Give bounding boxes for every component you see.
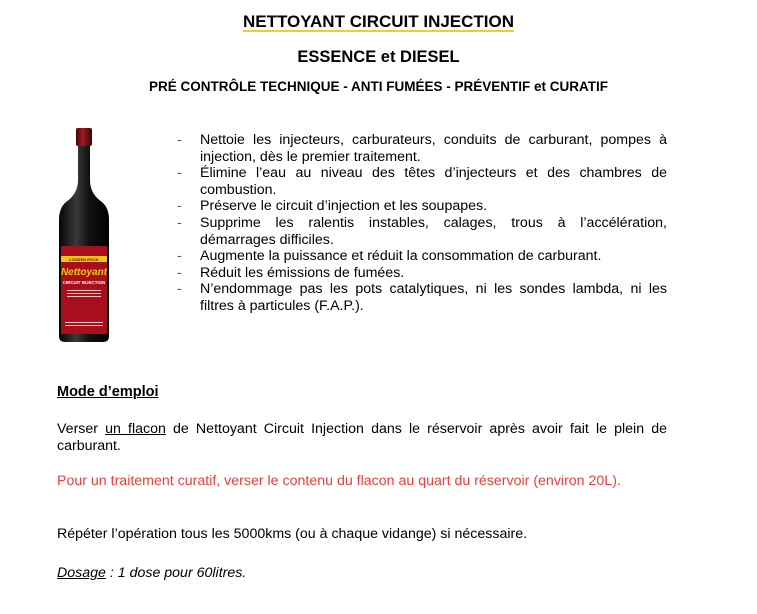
dosage-label: Dosage xyxy=(57,565,106,581)
benefit-item: - Préserve le circuit d’injection et les soupapes. xyxy=(177,198,667,215)
product-bottle-image xyxy=(57,128,111,344)
label-text-line-3 xyxy=(67,296,101,297)
one-bottle-term: un flacon xyxy=(105,421,166,437)
dosage-line xyxy=(57,565,246,581)
usage-text-start: Verser xyxy=(57,421,106,437)
label-text-line-4 xyxy=(65,322,103,323)
benefit-item: - Supprime les ralentis instables, calages, trous à l’accélération, démarrages difficiles. xyxy=(177,215,667,248)
benefit-item: - Élimine l’eau au niveau des têtes d’injecteurs et des chambres de combustion. xyxy=(177,165,667,198)
page-subtitle: ESSENCE et DIESEL xyxy=(297,48,460,66)
bottle-line: CIRCUIT INJECTION xyxy=(62,280,106,285)
usage-paragraph-1 xyxy=(57,421,667,455)
page-title xyxy=(0,12,757,32)
benefit-item: - Augmente la puissance et réduit la consommation de carburant. xyxy=(177,248,667,265)
curative-note: Pour un traitement curatif, verser le contenu du flacon au quart du réservoir (environ 20L). xyxy=(57,473,621,489)
label-text-line-2 xyxy=(67,293,101,294)
label-text-line-5 xyxy=(65,325,103,326)
repeat-note: Répéter l’opération tous les 5000kms (ou à chaque vidange) si nécessaire. xyxy=(57,526,528,542)
page-tagline: PRÉ CONTRÔLE TECHNIQUE - ANTI FUMÉES - PRÉVENTIF et CURATIF xyxy=(148,79,608,94)
usage-text-end: de Nettoyant Circuit Injection dans le réservoir après avoir fait le plein de carburant. xyxy=(57,421,667,454)
benefit-item: - Réduit les émissions de fumées. xyxy=(177,265,667,282)
bottle-brand: LOUDEN ROCK xyxy=(69,257,99,262)
benefit-item: - N’endommage pas les pots catalytiques, ni les sondes lambda, ni les filtres à particules (F.A.P.). xyxy=(177,281,667,314)
benefit-item: - Nettoie les injecteurs, carburateurs, conduits de carburant, pompes à injection, dès le premier traitement. xyxy=(177,132,667,165)
bottle-cap xyxy=(76,128,92,146)
dosage-value: : 1 dose pour 60litres. xyxy=(105,565,247,581)
label-text-line-1 xyxy=(67,290,101,291)
benefits-list xyxy=(177,132,667,315)
bottle-name: Nettoyant xyxy=(60,267,108,278)
usage-heading: Mode d’emploi xyxy=(57,384,159,400)
page-title-text: NETTOYANT CIRCUIT INJECTION xyxy=(242,12,515,31)
